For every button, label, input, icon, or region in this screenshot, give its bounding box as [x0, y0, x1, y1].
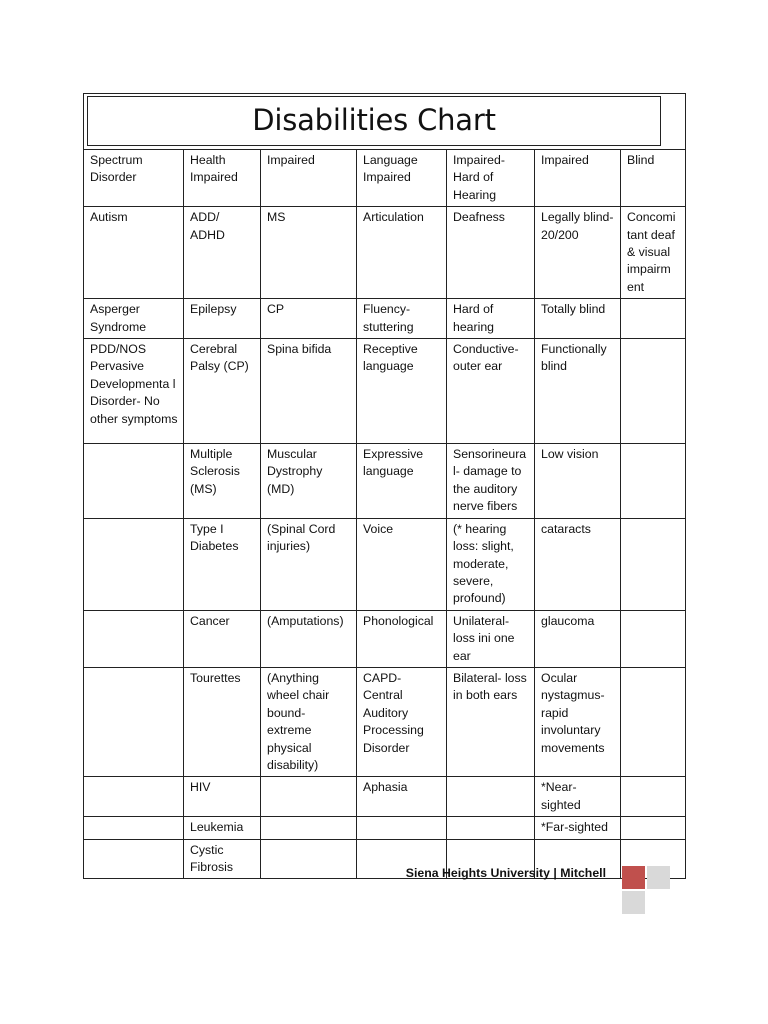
table-cell: Cystic Fibrosis: [184, 839, 261, 879]
table-cell: Low vision: [535, 444, 621, 519]
table-cell: Conductive- outer ear: [447, 339, 535, 444]
table-cell: (* hearing loss: slight, moderate, severe, profound): [447, 518, 535, 610]
column-header: Blind: [621, 150, 686, 207]
table-cell: Aphasia: [357, 777, 447, 817]
table-row: [84, 777, 686, 817]
table-cell: [621, 518, 686, 610]
table-cell: *Far-sighted: [535, 817, 621, 839]
table-cell: cataracts: [535, 518, 621, 610]
table-cell: [84, 777, 184, 817]
table-cell: ADD/ ADHD: [184, 207, 261, 299]
table-cell: Expressive language: [357, 444, 447, 519]
table-cell: Epilepsy: [184, 299, 261, 339]
table-cell: Unilateral- loss ini one ear: [447, 610, 535, 667]
header-row: [84, 150, 686, 207]
table-cell: CAPD- Central Auditory Processing Disorder: [357, 667, 447, 776]
table-cell: Functionally blind: [535, 339, 621, 444]
column-header: Impaired: [535, 150, 621, 207]
table-cell: Phonological: [357, 610, 447, 667]
table-cell: (Anything wheel chair bound- extreme physical disability): [261, 667, 357, 776]
table-cell: [621, 667, 686, 776]
footer-gray-square: [647, 866, 670, 889]
table-cell: Muscular Dystrophy (MD): [261, 444, 357, 519]
table-row: [84, 817, 686, 839]
table-cell: Voice: [357, 518, 447, 610]
table-cell: Tourettes: [184, 667, 261, 776]
table-cell: Asperger Syndrome: [84, 299, 184, 339]
table-cell: PDD/NOS Pervasive Developmenta l Disorder- No other symptoms: [84, 339, 184, 444]
table-cell: Spina bifida: [261, 339, 357, 444]
table-row: [84, 610, 686, 667]
table-cell: [84, 444, 184, 519]
title-cell: [84, 94, 686, 150]
table-cell: Articulation: [357, 207, 447, 299]
table-cell: MS: [261, 207, 357, 299]
page-title: Disabilities Chart: [87, 96, 661, 146]
table-cell: Type I Diabetes: [184, 518, 261, 610]
table-cell: (Amputations): [261, 610, 357, 667]
table-cell: [84, 610, 184, 667]
table-cell: Autism: [84, 207, 184, 299]
footer-accent-square: [622, 866, 645, 889]
table-cell: [261, 817, 357, 839]
table-cell: [447, 777, 535, 817]
table-row: [84, 518, 686, 610]
table-cell: *Near- sighted: [535, 777, 621, 817]
table-cell: Receptive language: [357, 339, 447, 444]
table-cell: Deafness: [447, 207, 535, 299]
table-cell: glaucoma: [535, 610, 621, 667]
table-cell: [84, 518, 184, 610]
table-cell: [621, 444, 686, 519]
table-cell: Ocular nystagmus- rapid involuntary movements: [535, 667, 621, 776]
table-cell: [84, 817, 184, 839]
table-cell: CP: [261, 299, 357, 339]
table-cell: [84, 667, 184, 776]
table-cell: (Spinal Cord injuries): [261, 518, 357, 610]
column-header: Impaired- Hard of Hearing: [447, 150, 535, 207]
table-cell: Sensorineura l- damage to the auditory nerve fibers: [447, 444, 535, 519]
table-cell: [357, 817, 447, 839]
column-header: Health Impaired: [184, 150, 261, 207]
table-cell: [621, 299, 686, 339]
table-cell: Legally blind- 20/200: [535, 207, 621, 299]
table-row: [84, 299, 686, 339]
table-cell: Cerebral Palsy (CP): [184, 339, 261, 444]
table-cell: Fluency- stuttering: [357, 299, 447, 339]
disabilities-table: [83, 93, 686, 879]
column-header: Language Impaired: [357, 150, 447, 207]
table-cell: [447, 817, 535, 839]
table-cell: [621, 777, 686, 817]
table-cell: Totally blind: [535, 299, 621, 339]
table-row: [84, 207, 686, 299]
table-cell: HIV: [184, 777, 261, 817]
column-header: Impaired: [261, 150, 357, 207]
table-cell: [621, 817, 686, 839]
table-cell: Leukemia: [184, 817, 261, 839]
table-row: [84, 667, 686, 776]
table-cell: Bilateral- loss in both ears: [447, 667, 535, 776]
table-cell: [621, 610, 686, 667]
table-cell: Concomi tant deaf & visual impairm ent: [621, 207, 686, 299]
footer-gray-square: [622, 891, 645, 914]
table-cell: [621, 339, 686, 444]
table-cell: Cancer: [184, 610, 261, 667]
table-cell: [261, 777, 357, 817]
column-header: Spectrum Disorder: [84, 150, 184, 207]
table-cell: Multiple Sclerosis (MS): [184, 444, 261, 519]
table-row: [84, 444, 686, 519]
footer-text: Siena Heights University | Mitchell: [405, 866, 606, 880]
table-row: [84, 339, 686, 444]
table-cell: Hard of hearing: [447, 299, 535, 339]
title-row: [84, 94, 686, 150]
